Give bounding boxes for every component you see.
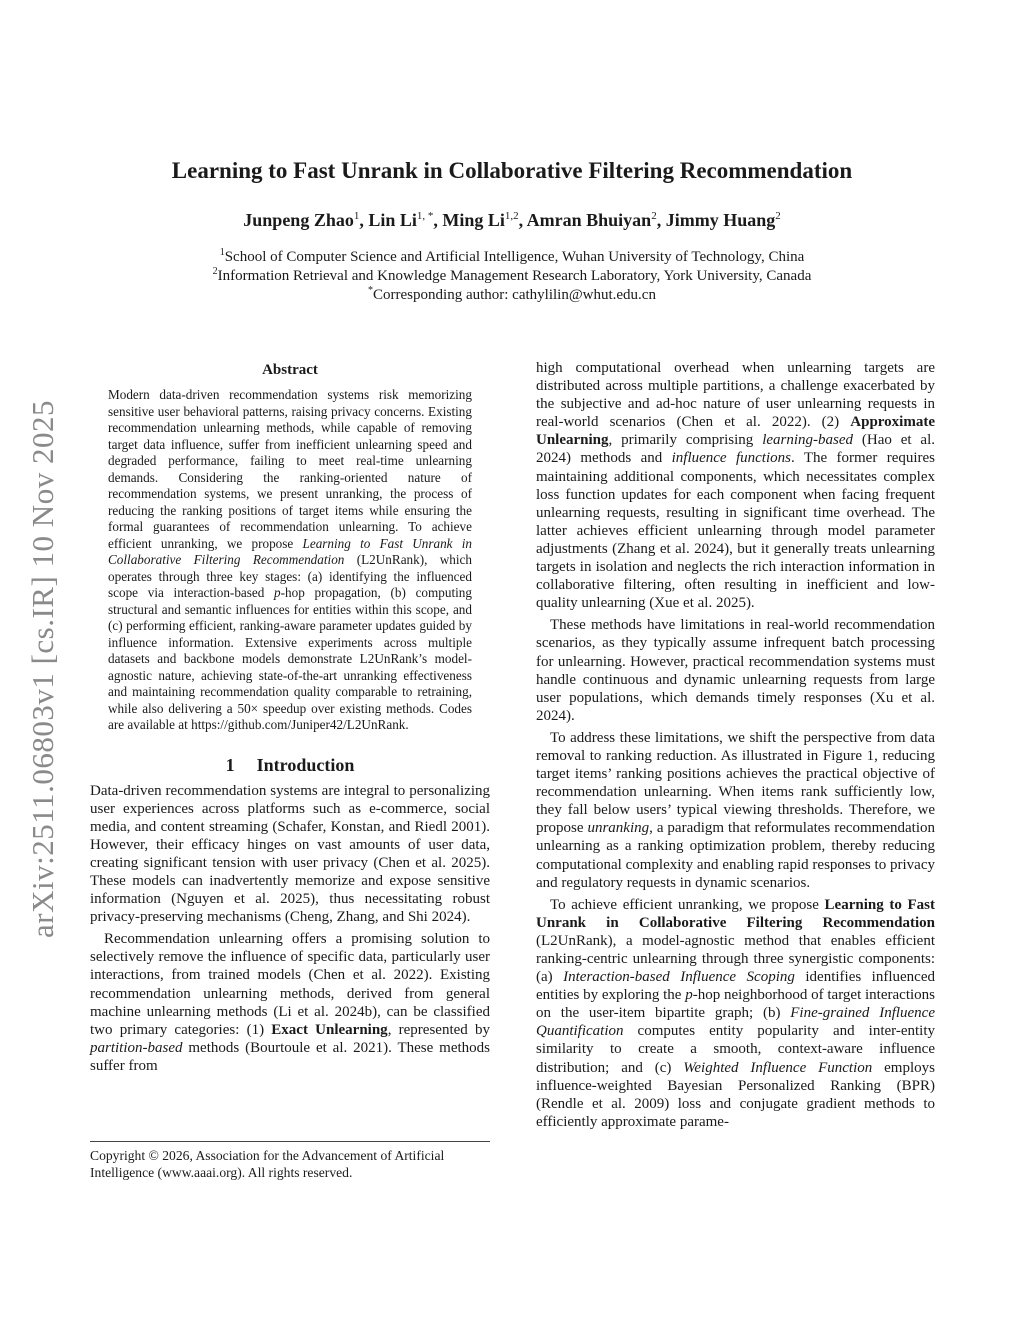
body-paragraph: To address these limitations, we shift the perspective from data removal to ranking reduction. As illustrated in Figure 1, reducing target items’ ranking positions achieves the practical objective of recommendation unlearning. When items rank sufficiently low, they fall below users’ typical viewing thresholds. Therefore, we propose unranking, a paradigm that reformulates recommendation unlearning as a ranking optimization problem, thereby reducing computational complexity and enabling rapid responses to privacy and regulatory requests in dynamic scenarios. [536, 729, 936, 891]
author-name: Amran Bhuiyan [526, 210, 652, 230]
intro-paragraph: Recommendation unlearning offers a promising solution to selectively remove the influence of specific data, particularly user interactions, from trained models (Chen et al. 2022). Existing recommendation unlearning methods, derived from general machine unlearning methods (Li et al. 2024b), can be classified two primary categories: (1) Exact Unlearning, represented by partition-based methods (Bourtoule et al. 2021). These methods suffer from [90, 931, 490, 1074]
affiliation-sup: * [368, 285, 374, 296]
left-column [90, 362, 490, 1075]
intro-paragraph: Data-driven recommendation systems are integral to personalizing user experiences across platforms such as e-commerce, social media, and content streaming (Schafer, Konstan, and Riedl 2001). However, their efficacy hinges on vast amounts of user data, creating significant tension with user privacy (Chen et al. 2025). These models can inadvertently memorize and expose sensitive information (Nguyen et al. 2025), thus necessitating robust privacy-preserving mechanisms (Cheng, Zhang, and Shi 2024). [90, 782, 490, 926]
abstract-heading: Abstract [262, 362, 318, 378]
section-title: Introduction [256, 754, 355, 775]
author-name: Junpeng Zhao [243, 210, 354, 230]
affiliation-sup: 2 [212, 266, 218, 277]
author-sup: 2 [651, 210, 657, 222]
section-number: 1 [225, 754, 235, 775]
copyright-notice: Copyright © 2026, Association for the Advancement of Artificial Intelligence (www.aaai.org). All rights reserved. [90, 1141, 490, 1181]
corresponding-author [0, 281, 1024, 305]
author-name: Jimmy Huang [665, 210, 776, 230]
paper-title: Learning to Fast Unrank in Collaborative Filtering Recommendation [171, 158, 853, 183]
affiliation-text: Information Retrieval and Knowledge Management Research Laboratory, York University, Canada [217, 268, 812, 284]
author-name: Lin Li [368, 210, 417, 230]
affiliation-text: School of Computer Science and Artificial Intelligence, Wuhan University of Technology, China [224, 249, 805, 265]
body-paragraph: high computational overhead when unlearning targets are distributed across multiple partitions, a challenge exacerbated by the subjective and ad-hoc nature of user unlearning requests in real-world scenarios (Chen et al. 2022). (2) Approximate Unlearning, primarily comprising learning-based (Hao et al. 2024) methods and influence functions. The former requires maintaining additional components, which necessitates complex loss function updates for each component when facing frequent unlearning requests, resulting in significant time overhead. The latter achieves efficient unlearning through model parameter adjustments (Zhang et al. 2024), but it generally treats unlearning targets in isolation and neglects the rich interaction information in collaborative filtering, often resulting in inefficient and low-quality unlearning (Xue et al. 2025). [536, 360, 936, 612]
affiliation-text: Corresponding author: cathylilin@whut.edu.cn [373, 287, 656, 303]
arxiv-stamp: arXiv:2511.06803v1 [cs.IR] 10 Nov 2025 [25, 400, 60, 938]
right-column [536, 359, 935, 1131]
abstract-text: Modern data-driven recommendation systems risk memorizing sensitive user behavioral patterns, raising privacy concerns. Existing recommendation unlearning methods, while capable of removing target data influence, suffer from inefficient unlearning speed and degraded performance, failing to meet real-time unlearning demands. Considering the ranking-oriented nature of recommendation systems, we present unranking, the process of reducing the ranking positions of target items while ensuring the formal guarantees of recommendation unlearning. To achieve efficient unranking, we propose Learning to Fast Unrank in Collaborative Filtering Recommendation (L2UnRank), which operates through three key stages: (a) identifying the influenced scope via interaction-based p-hop propagation, (b) computing structural and semantic influences for entities within this scope, and (c) performing efficient, ranking-aware parameter updates guided by influence information. Extensive experiments across multiple datasets and backbone models demonstrate L2UnRank’s model-agnostic nature, achieving state-of-the-art unranking effectiveness and maintaining recommendation quality comparable to retraining, while also delivering a 50× speedup over existing methods. Codes are available at https://github.com/Juniper42/L2UnRank. [108, 387, 473, 732]
section-heading-introduction [90, 755, 490, 776]
author-list: Junpeng Zhao$^1$, Lin $Li^{1, *}$, Ming Li$^{1,2}$, Amran Bhuiyan$^2$, Jimmy Huang$^2$ [243, 210, 781, 230]
author-sup: 1, * [416, 210, 434, 222]
affiliation-sup: 1 [219, 247, 225, 258]
author-sup: 1 [353, 210, 360, 222]
author-sup: 1,2 [504, 210, 519, 222]
author-sup: 2 [775, 210, 781, 222]
author-name: Ming Li [442, 210, 505, 230]
body-paragraph: These methods have limitations in real-world recommendation scenarios, as they typically assume infrequent batch processing for unlearning. However, practical recommendation systems must handle continuous and dynamic unlearning requests from large user populations, which demands timely responses (Xu et al. 2024). [536, 617, 935, 724]
body-paragraph: To achieve efficient unranking, we propose Learning to Fast Unrank in Collaborative Filtering Recommendation (L2UnRank), a model-agnostic method that enables efficient ranking-centric unlearning through three synergistic components: (a) Interaction-based Influence Scoping identifies influenced entities by exploring the p-hop neighborhood of target interactions on the user-item bipartite graph; (b) Fine-grained Influence Quantification computes entity popularity and inter-entity similarity to create a smooth, context-aware influence distribution; and (c) Weighted Influence Function employs influence-weighted Bayesian Personalized Ranking (BPR) (Rendle et al. 2009) loss and conjugate gradient methods to efficiently approximate parame- [536, 896, 935, 1130]
